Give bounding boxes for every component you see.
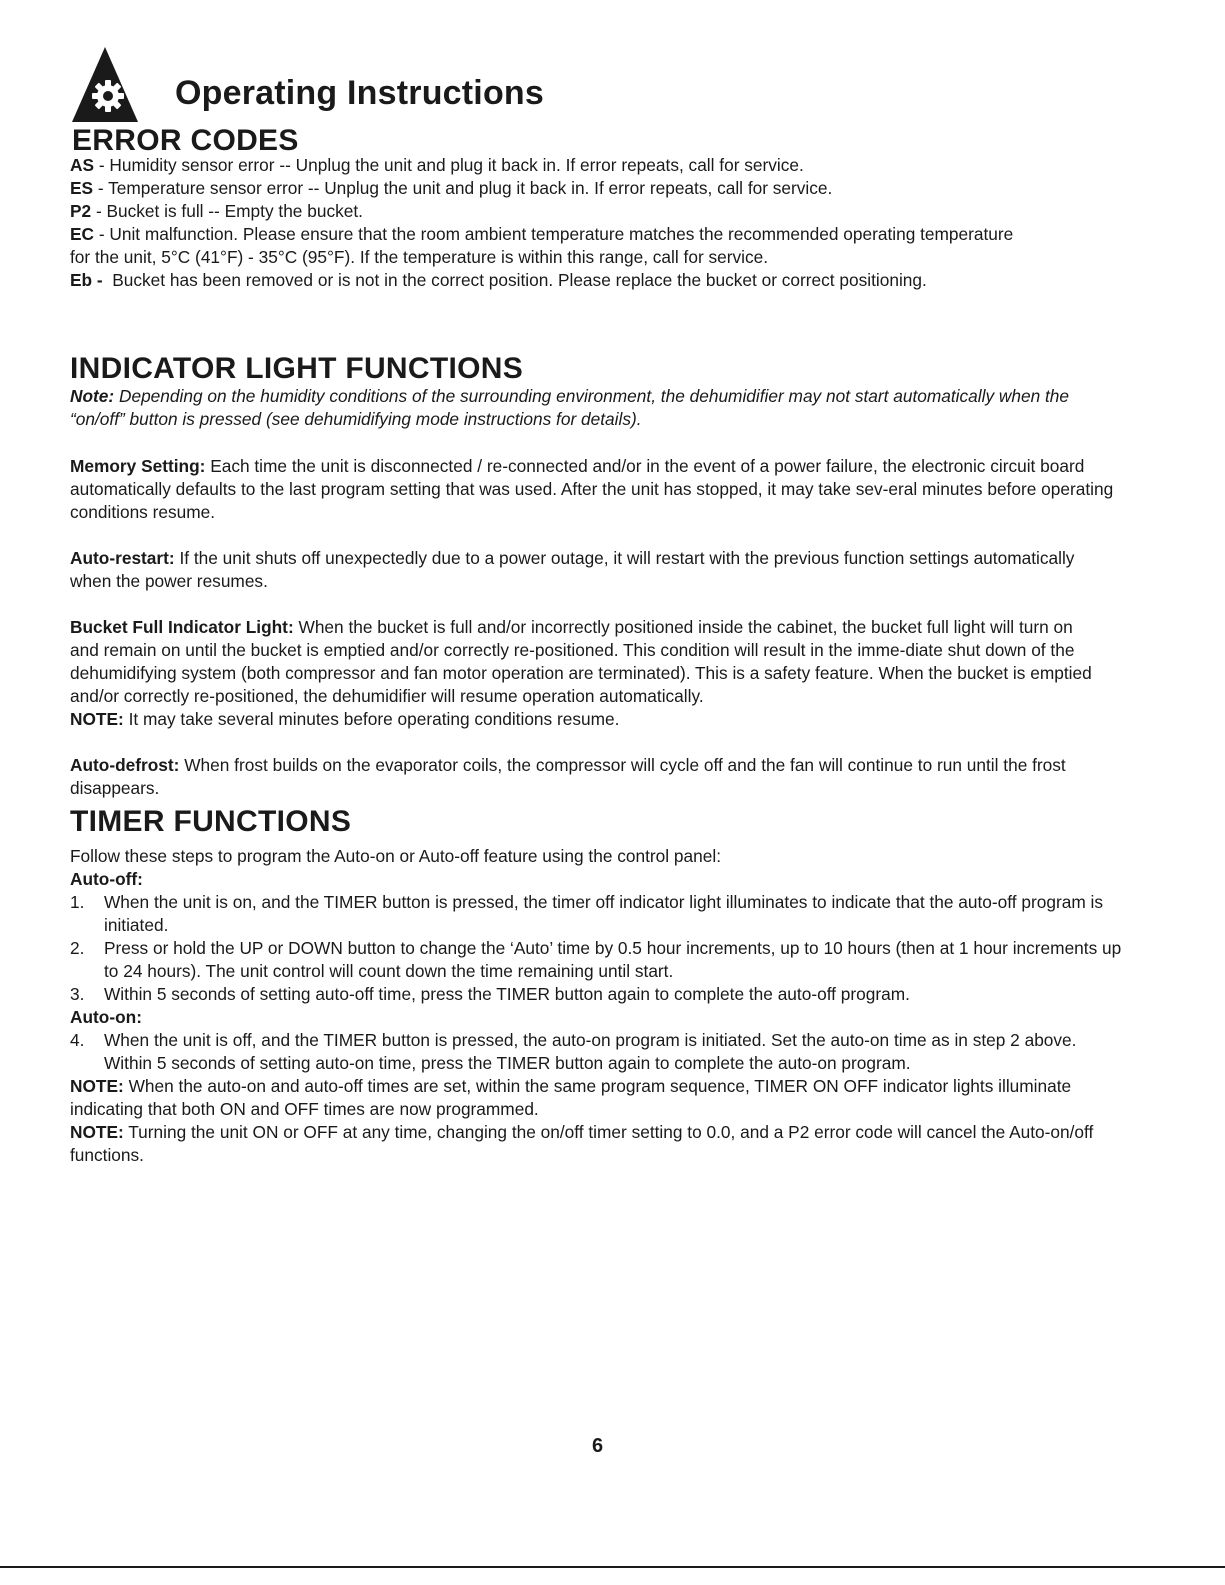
memory-setting-text: Each time the unit is disconnected / re-connected and/or in the event of a power failure, the electronic circuit board automatically defaults to the last program setting that was used. After the unit has stopped, it may take sev-eral minutes before operating conditions resume. <box>70 456 1114 522</box>
note-text: Depending on the humidity conditions of the surrounding environment, the dehumidifier may not start automatically when the “on/off” button is pressed (see dehumidifying mode instructions for details). <box>70 386 1070 429</box>
list-item: 4. When the unit is off, and the TIMER button is pressed, the auto-on program is initiated. Set the auto-on time as in step 2 above. Within 5 seconds of setting auto-on time, press the TIMER button again to complete the auto-on program. <box>70 1030 1077 1073</box>
indicator-note <box>70 385 1110 431</box>
bucket-full-paragraph <box>70 616 1095 731</box>
bucket-note-label: NOTE: <box>70 709 124 729</box>
list-item: 1. When the unit is on, and the TIMER button is pressed, the timer off indicator light illuminates to indicate that the auto-off program is initiated. <box>70 892 1104 935</box>
error-code-item: P2 - Bucket is full -- Empty the bucket. <box>70 201 363 221</box>
error-code-item: ES - Temperature sensor error -- Unplug the unit and plug it back in. If error repeats, call for service. <box>70 178 833 198</box>
page-bottom-rule <box>0 1566 1225 1568</box>
error-description: Bucket is full -- Empty the bucket. <box>106 201 363 221</box>
error-code: EC <box>70 224 95 244</box>
memory-setting-paragraph <box>70 455 1130 524</box>
error-code-item <box>70 269 1070 292</box>
list-item: 3. Within 5 seconds of setting auto-off time, press the TIMER button again to complete the auto-off program. <box>70 984 910 1004</box>
warning-gear-icon <box>70 44 140 124</box>
memory-setting-label: Memory Setting: <box>70 456 206 476</box>
timer-note: NOTE: When the auto-on and auto-off times are set, within the same program sequence, TIMER ON OFF indicator lights illuminate indicating that both ON and OFF times are now programmed. <box>70 1076 1072 1119</box>
auto-restart-paragraph <box>70 547 1080 593</box>
timer-intro: Follow these steps to program the Auto-on or Auto-off feature using the control panel: <box>70 846 721 866</box>
timer-note: NOTE: Turning the unit ON or OFF at any time, changing the on/off timer setting to 0.0, and a P2 error code will cancel the Auto-on/off functions. <box>70 1122 1094 1165</box>
auto-restart-text: If the unit shuts off unexpectedly due to a power outage, it will restart with the previous function settings automatically when the power resumes. <box>70 548 1075 591</box>
error-description: Bucket has been removed or is not in the correct position. Please replace the bucket or correct positioning. <box>112 270 927 290</box>
error-code: ES <box>70 178 94 198</box>
bucket-full-text: When the bucket is full and/or incorrectly positioned inside the cabinet, the bucket full light will turn on and remain on until the bucket is emptied and/or correctly re-positioned. This condition will result in the imme-diate shut down of the dehumidifying system (both compressor and fan motor operation are terminated). This is a safety feature. When the bucket is emptied and/or correctly re-positioned, the dehumidifier will resume operation automatically. <box>70 617 1092 706</box>
note-label: Note: <box>70 386 115 406</box>
bucket-note-text: It may take several minutes before operating conditions resume. <box>123 709 620 729</box>
error-code: Eb - <box>70 270 103 290</box>
error-description: Temperature sensor error -- Unplug the unit and plug it back in. If error repeats, call for service. <box>108 178 833 198</box>
page-number: 6 <box>591 1435 604 1457</box>
auto-restart-label: Auto-restart: <box>70 548 175 568</box>
timer-heading: TIMER FUNCTIONS <box>70 805 352 838</box>
timer-content <box>70 845 1125 1167</box>
bucket-full-label: Bucket Full Indicator Light: <box>70 617 294 637</box>
auto-off-label: Auto-off: <box>70 869 143 889</box>
error-description: Humidity sensor error -- Unplug the unit and plug it back in. If error repeats, call for service. <box>109 155 804 175</box>
error-codes-list <box>70 154 1070 292</box>
error-code: P2 <box>70 201 92 221</box>
auto-defrost-text: When frost builds on the evaporator coils, the compressor will cycle off and the fan will continue to run until the frost disappears. <box>70 755 1066 798</box>
indicator-heading: INDICATOR LIGHT FUNCTIONS <box>70 352 524 385</box>
list-item: 2. Press or hold the UP or DOWN button to change the ‘Auto’ time by 0.5 hour increments, up to 10 hours (then at 1 hour increments up to 24 hours). The unit control will count down the time remaining until start. <box>70 938 1122 981</box>
error-code: AS <box>70 155 95 175</box>
error-codes-heading: ERROR CODES <box>72 124 299 157</box>
auto-defrost-paragraph <box>70 754 1115 800</box>
page-title: Operating Instructions <box>175 74 544 112</box>
error-code-item: AS - Humidity sensor error -- Unplug the unit and plug it back in. If error repeats, call for service. <box>70 155 804 175</box>
auto-defrost-label: Auto-defrost: <box>70 755 180 775</box>
error-code-item: EC - Unit malfunction. Please ensure that the room ambient temperature matches the recommended operating temperature for the unit, 5°C (41°F) - 35°C (95°F). If the temperature is within this range, call for service. <box>70 224 1014 267</box>
error-description: Unit malfunction. Please ensure that the room ambient temperature matches the recommended operating temperature for the unit, 5°C (41°F) - 35°C (95°F). If the temperature is within this range, call for service. <box>70 224 1014 267</box>
auto-on-label: Auto-on: <box>70 1007 142 1027</box>
